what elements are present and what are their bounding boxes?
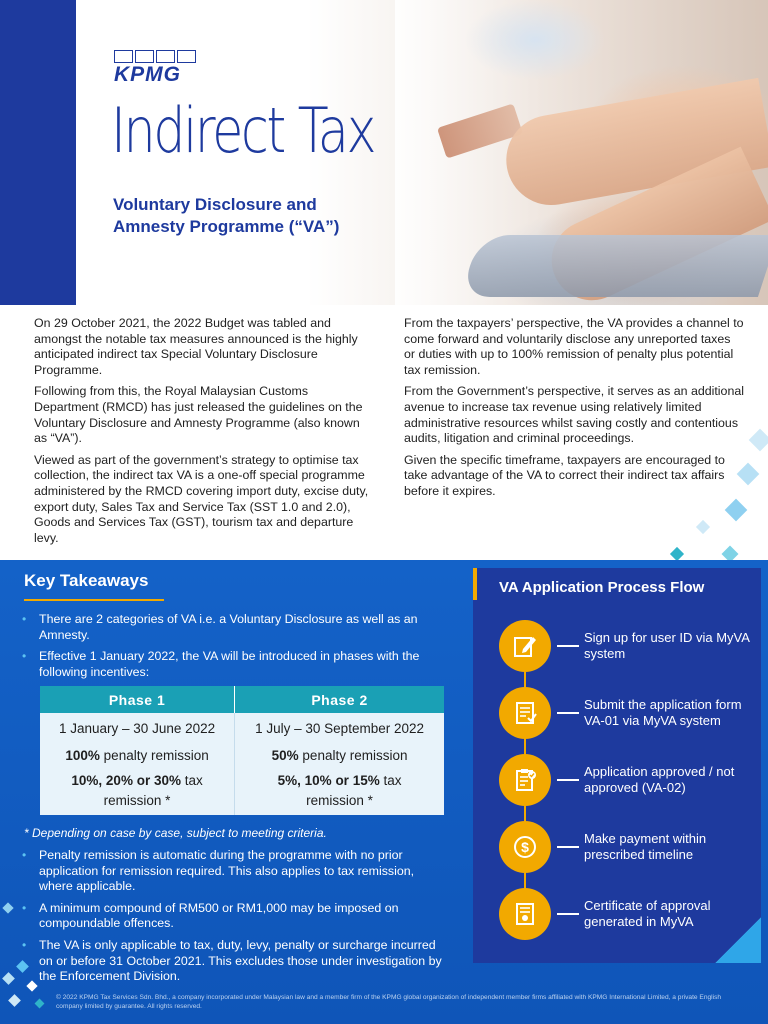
page-title: Indirect Tax <box>111 94 375 167</box>
step-label: Application approved / not approved (VA-02) <box>584 764 735 795</box>
decorative-diamond <box>670 547 684 561</box>
dollar-coin-icon <box>499 821 551 873</box>
list-item: • The VA is only applicable to tax, duty, levy, penalty or surcharge incurred on or before 31 October 2021. This excludes those under investigation by the Enforcement Division. <box>20 938 450 985</box>
section-title: Key Takeaways <box>24 571 149 590</box>
key-takeaways-panel <box>0 560 768 1024</box>
step-label: Submit the application form VA-01 via MyVA system <box>584 697 742 728</box>
edit-form-icon <box>499 620 551 672</box>
table-row <box>40 743 444 767</box>
list-item: • There are 2 categories of VA i.e. a Voluntary Disclosure as well as an Amnesty. <box>20 612 450 643</box>
table-header-row <box>40 686 444 713</box>
list-item: • Penalty remission is automatic during the programme with no prior application for remission required. This also applies to tax remission, where applicable. <box>20 848 450 895</box>
application-form-icon <box>499 687 551 739</box>
intro-paragraph: On 29 October 2021, the 2022 Budget was tabled and amongst the notable tax measures announced is the highly anticipated indirect tax Special Voluntary Disclosure Programme. <box>34 316 358 377</box>
kpmg-logo-text: KPMG <box>114 63 181 86</box>
title-underline <box>24 599 164 601</box>
table-cell: 1 January – 30 June 2022 <box>40 713 235 743</box>
phase-table <box>40 686 444 815</box>
flow-title: VA Application Process Flow <box>499 579 705 596</box>
legal-footer: © 2022 KPMG Tax Services Sdn. Bhd., a company incorporated under Malaysian law and a member firm of the KPMG global organization of independent member firms affiliated with KPMG International Limited, a private English company limited by guarantee. All rights reserved. <box>56 994 722 1010</box>
intro-paragraph: Following from this, the Royal Malaysian Customs Department (RMCD) has just released the guidelines on the Voluntary Disclosure and Amnesty Programme (also known as “VA”). <box>34 384 363 446</box>
column-header: Phase 1 <box>40 686 235 713</box>
step-label: Make payment within prescribed timeline <box>584 831 707 862</box>
process-flow-panel <box>473 568 761 963</box>
step-label: Certificate of approval generated in MyVA <box>584 898 711 929</box>
step-connector <box>557 913 579 915</box>
takeaway-list <box>20 612 450 686</box>
checklist-icon <box>499 754 551 806</box>
decorative-diamond <box>2 972 15 985</box>
hero-banner <box>0 0 768 305</box>
penalty-text: penalty remission <box>99 747 209 763</box>
intro-paragraph: From the taxpayers’ perspective, the VA provides a channel to come forward and voluntarily disclose any unreported taxes or duties with up to 100% remission of penalty plus potential tax remission. <box>404 316 744 377</box>
tax-text: remission * <box>103 793 171 808</box>
decorative-diamond <box>35 999 45 1009</box>
step-connector <box>557 712 579 714</box>
table-cell <box>40 767 235 815</box>
table-cell <box>40 743 235 767</box>
step-connector <box>557 645 579 647</box>
svg-text:$: $ <box>521 839 529 855</box>
intro-column-left <box>34 316 372 552</box>
decorative-diamond <box>8 994 21 1007</box>
brand-color-bar <box>0 0 76 305</box>
tax-text: tax <box>379 773 402 788</box>
intro-column-right <box>404 316 744 506</box>
tax-rate: 10%, 20% or 30% <box>71 773 181 788</box>
tax-text: tax <box>180 773 203 788</box>
kpmg-logo-boxes <box>114 50 196 63</box>
tax-text: remission * <box>306 793 373 808</box>
flow-step <box>499 754 759 806</box>
subtitle-line: Voluntary Disclosure and <box>113 195 317 214</box>
hero-photo-tablet <box>460 235 768 297</box>
flow-step <box>499 620 759 672</box>
penalty-rate: 100% <box>65 747 100 763</box>
certificate-icon <box>499 888 551 940</box>
decorative-diamond <box>749 429 768 452</box>
decorative-corner <box>715 917 761 963</box>
penalty-text: penalty remission <box>298 747 408 763</box>
step-connector <box>557 779 579 781</box>
penalty-rate: 50% <box>271 747 299 763</box>
table-row <box>40 767 444 815</box>
intro-paragraph: Viewed as part of the government’s strategy to optimise tax collection, the indirect tax VA is a one-off special programme administered by the RMCD covering import duty, excise duty, export duty, Sales Tax and Service Tax (SST 1.0 and 2.0), Goods and Services Tax (GST), tourism tax and departure levy. <box>34 452 369 545</box>
takeaway-list <box>20 848 450 991</box>
column-header: Phase 2 <box>235 686 444 713</box>
table-cell: 1 July – 30 September 2022 <box>235 713 444 743</box>
intro-paragraph: From the Government’s perspective, it serves as an additional avenue to increase tax revenue using relatively limited administrative resources whilst saving costly and contentious audits, litigation and criminal proceedings. <box>404 384 744 446</box>
list-item: • A minimum compound of RM500 or RM1,000 may be imposed on compoundable offences. <box>20 901 450 932</box>
decorative-diamond <box>2 902 13 913</box>
intro-paragraph: Given the specific timeframe, taxpayers are encouraged to take advantage of the VA to correct their indirect tax affairs before it expires. <box>404 452 725 498</box>
flow-step <box>499 687 759 739</box>
list-item: • Effective 1 January 2022, the VA will be introduced in phases with the following incentives: <box>20 649 450 680</box>
flow-title-accent <box>473 568 477 600</box>
step-connector <box>557 846 579 848</box>
table-footnote: * Depending on case by case, subject to meeting criteria. <box>24 826 327 840</box>
decorative-diamond <box>696 520 710 534</box>
kpmg-logo <box>114 50 196 85</box>
subtitle-line: Amnesty Programme (“VA”) <box>113 217 340 236</box>
table-cell <box>235 767 444 815</box>
page-subtitle <box>113 194 413 238</box>
table-cell <box>235 743 444 767</box>
step-label: Sign up for user ID via MyVA system <box>584 630 750 661</box>
table-row <box>40 713 444 743</box>
tax-rate: 5%, 10% or 15% <box>277 773 380 788</box>
flow-step <box>499 821 759 873</box>
